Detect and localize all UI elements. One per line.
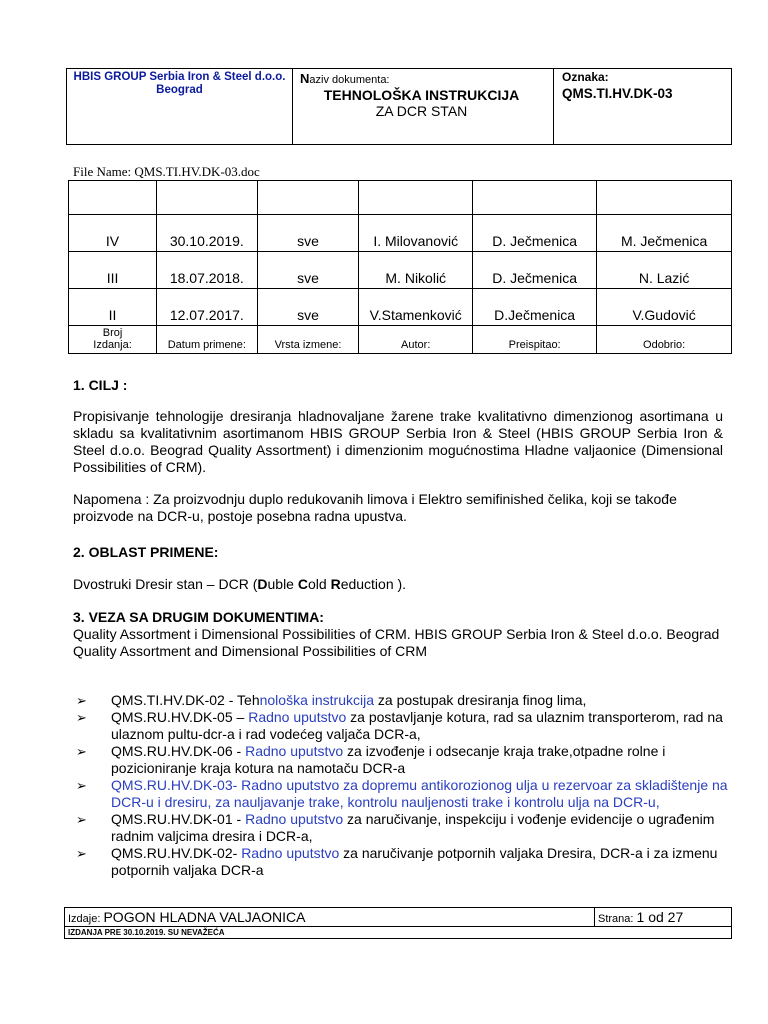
arrow-bullet-icon: ➢ [76, 778, 87, 793]
document-code: QMS.TI.HV.DK-03 [562, 86, 673, 101]
document-footer [64, 907, 732, 939]
section-1-heading: 1. CILJ : [73, 377, 128, 393]
list-item: ➢ QMS.RU.HV.DK-01 - Radno uputstvo za naručivanje, inspekciju i vođenje evidencije o ugrađenim radnim valjcima dresira i DCR-a, [76, 811, 715, 844]
revision-table [68, 180, 732, 354]
document-title: TEHNOLOŠKA INSTRUKCIJA [323, 87, 520, 103]
table-row: II 12.07.2017. sve V.Stamenković D.Ječmenica V.Gudović [69, 289, 732, 326]
section-2-text: Dvostruki Dresir stan – DCR (Duble Cold Reduction ). [73, 576, 407, 592]
document-header [66, 68, 732, 145]
file-name: File Name: QMS.TI.HV.DK-03.doc [73, 164, 260, 179]
arrow-bullet-icon: ➢ [76, 710, 87, 725]
related-documents-list [73, 692, 733, 879]
arrow-bullet-icon: ➢ [76, 693, 87, 708]
list-item: ➢ QMS.TI.HV.DK-02 - Tehnološka instrukcija za postupak dresiranja finog lima, [76, 692, 587, 708]
arrow-bullet-icon: ➢ [76, 744, 87, 759]
section-3-text: Quality Assortment i Dimensional Possibilities of CRM. HBIS GROUP Serbia Iron & Steel d.o.o. Beograd Quality Assortment and Dimensional Possibilities of CRM [73, 626, 720, 659]
section-3-heading: 3. VEZA SA DRUGIM DOKUMENTIMA: [73, 609, 324, 625]
document-name-cell [293, 69, 554, 144]
validity-notice: IZDANJA PRE 30.10.2019. SU NEVAŽEĆA [68, 928, 225, 937]
arrow-bullet-icon: ➢ [76, 846, 87, 861]
page-number: Strana: 1 od 27 [598, 909, 684, 925]
issuer: Izdaje: POGON HLADNA VALJAONICA [65, 908, 595, 926]
table-header-row: Broj Izdanja: Datum primene: Vrsta izmene: Autor: Preispitao: Odobrio: [69, 326, 732, 354]
section-1-paragraph: Propisivanje tehnologije dresiranja hladnovaljane žarene trake kvalitativno dimenzionog asortimana u skladu sa kvalitativnim asortimanom HBIS GROUP Serbia Iron & Steel (HBIS GROUP Serbia Iron & Steel d.o.o. Beograd Quality Assortment) i dimenzionim mogućnostima Hladne valjaonice (Dimensional Possibilities of CRM). [73, 408, 723, 475]
list-item: ➢ QMS.RU.HV.DK-06 - Radno uputstvo za izvođenje i odsecanje kraja trake,otpadne rolne i pozicioniranje kraja kotura na namotaču DCR-a [76, 743, 666, 776]
document-name-label: Naziv dokumenta: [300, 71, 390, 86]
company-name: HBIS GROUP Serbia Iron & Steel d.o.o. Beograd [67, 69, 293, 144]
table-row: III 18.07.2018. sve M. Nikolić D. Ječmenica N. Lazić [69, 252, 732, 289]
arrow-bullet-icon: ➢ [76, 812, 87, 827]
list-item: ➢ QMS.RU.HV.DK-02- Radno uputstvo za naručivanje potpornih valjaka Dresira, DCR-a i za izmenu potpornih valjaka DCR-a [76, 845, 718, 878]
list-item: ➢ QMS.RU.HV.DK-03- Radno uputstvo za dopremu antikorozionog ulja u rezervoar za skladištenje na DCR-u i dresiru, za nauljavanje trake, kontrolu nauljenosti trake i kontrolu ulja na DCR-u, [76, 777, 728, 810]
code-label: Oznaka: [562, 70, 609, 84]
list-item: ➢ QMS.RU.HV.DK-05 – Radno uputstvo za postavljanje kotura, rad sa ulaznim transporterom, rad na ulaznom pultu-dcr-a i rad vodećeg valjača DCR-a, [76, 709, 723, 742]
section-2-heading: 2. OBLAST PRIMENE: [73, 544, 219, 560]
table-row: IV 30.10.2019. sve I. Milovanović D. Ječmenica M. Ječmenica [69, 215, 732, 252]
document-code-cell [554, 69, 731, 144]
section-1-note: Napomena : Za proizvodnju duplo redukovanih limova i Elektro semifinished čelika, koji se takođe proizvode na DCR-u, postoje posebna radna upustva. [73, 491, 677, 524]
document-subtitle: ZA DCR STAN [375, 103, 468, 119]
table-row [69, 181, 732, 215]
